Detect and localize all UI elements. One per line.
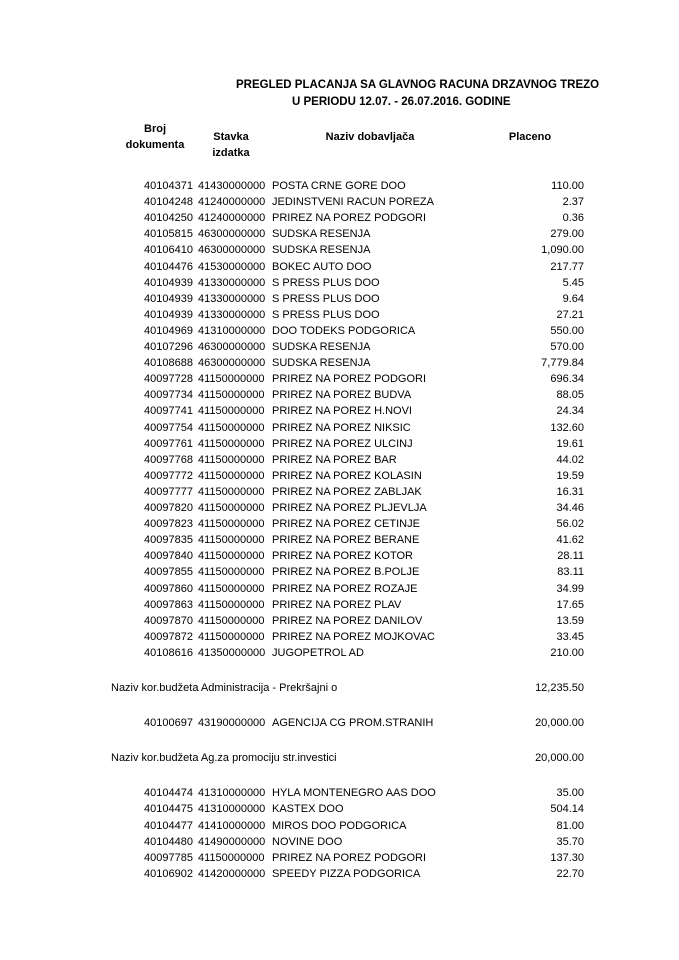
header-item-line1: Stavka [213, 131, 249, 143]
vendor-name: S PRESS PLUS DOO [272, 292, 380, 305]
vendor-name: PRIREZ NA POREZ DANILOV [272, 614, 423, 627]
expense-item: 41150000000 [198, 582, 265, 595]
expense-item: 41150000000 [198, 453, 265, 466]
paid-amount: 22.70 [556, 867, 584, 880]
vendor-name: NOVINE DOO [272, 835, 343, 848]
table-row [0, 801, 679, 817]
expense-item: 41150000000 [198, 485, 265, 498]
paid-amount: 2.37 [562, 196, 584, 209]
table-row [0, 818, 679, 834]
paid-amount: 34.99 [556, 582, 584, 595]
paid-amount: 19.61 [556, 437, 584, 450]
paid-amount: 28.11 [557, 550, 584, 563]
vendor-name: PRIREZ NA POREZ PODGORI [272, 212, 427, 225]
table-row [0, 339, 679, 355]
expense-item: 41490000000 [198, 835, 266, 848]
expense-item: 41150000000 [198, 469, 265, 482]
expense-item: 41150000000 [198, 614, 265, 627]
budget-summary-label: Naziv kor.budžeta Administracija - Prekršajni o [111, 682, 338, 694]
table-row [0, 194, 679, 210]
document-number: 40097872 [144, 630, 193, 643]
paid-amount: 17.65 [556, 598, 584, 611]
document-number: 40097863 [144, 598, 193, 611]
table-row [0, 403, 679, 419]
expense-item: 41150000000 [198, 534, 265, 547]
document-number: 40106410 [144, 244, 193, 257]
table-row [0, 564, 679, 580]
vendor-name: PRIREZ NA POREZ KOTOR [272, 550, 413, 563]
paid-amount: 210.00 [550, 646, 584, 659]
table-row [0, 226, 679, 242]
vendor-name: PRIREZ NA POREZ NIKSIC [272, 421, 411, 434]
paid-amount: 550.00 [550, 324, 584, 337]
document-number: 40097785 [144, 851, 193, 864]
document-number: 40104476 [144, 260, 193, 273]
vendor-name: SPEEDY PIZZA PODGORICA [272, 867, 421, 880]
budget-summary-label: Naziv kor.budžeta Ag.za promociju str.investici [111, 752, 337, 765]
expense-item: 41310000000 [198, 803, 266, 816]
vendor-name: PRIREZ NA POREZ B.POLJE [272, 566, 420, 579]
vendor-name: PRIREZ NA POREZ H.NOVI [272, 405, 412, 418]
document-number: 40097855 [144, 566, 193, 579]
table-row [0, 436, 679, 452]
document-number: 40097777 [144, 485, 193, 498]
document-number: 40100697 [144, 717, 193, 730]
expense-item: 41150000000 [198, 421, 265, 434]
expense-item: 41150000000 [198, 550, 265, 563]
expense-item: 41350000000 [198, 646, 266, 659]
table-row [0, 323, 679, 339]
vendor-name: SUDSKA RESENJA [272, 341, 371, 353]
table-row [0, 785, 679, 801]
expense-item: 41150000000 [198, 437, 265, 450]
document-number: 40097820 [144, 502, 193, 514]
expense-item: 41410000000 [198, 819, 266, 832]
paid-amount: 9.64 [562, 292, 584, 305]
table-row [0, 484, 679, 500]
paid-amount: 35.00 [556, 787, 584, 800]
table-row [0, 500, 679, 516]
expense-item: 41330000000 [198, 276, 266, 289]
document-number: 40097823 [144, 518, 193, 531]
document-number: 40097728 [144, 373, 193, 386]
vendor-name: PRIREZ NA POREZ MOJKOVAC [272, 630, 435, 643]
vendor-name: AGENCIJA CG PROM.STRANIH [272, 717, 434, 730]
paid-amount: 0.36 [562, 212, 584, 225]
document-number: 40097840 [144, 550, 193, 563]
expense-item: 41150000000 [198, 566, 265, 579]
paid-amount: 33.45 [556, 630, 584, 643]
vendor-name: POSTA CRNE GORE DOO [272, 180, 406, 192]
expense-item: 41530000000 [198, 260, 266, 273]
paid-amount: 110.00 [551, 180, 584, 192]
paid-amount: 20,000.00 [535, 717, 584, 730]
expense-item: 41150000000 [198, 598, 265, 611]
paid-amount: 81.00 [556, 819, 584, 832]
table-row [0, 715, 679, 731]
table-row [0, 210, 679, 226]
document-number: 40097741 [144, 405, 193, 418]
paid-amount: 5.45 [562, 276, 584, 289]
paid-amount: 279.00 [550, 228, 584, 241]
document-number: 40104939 [144, 292, 193, 305]
vendor-name: SUDSKA RESENJA [272, 244, 371, 257]
header-vendor: Naziv dobavljača [325, 131, 415, 143]
document-number: 40097754 [144, 421, 193, 434]
vendor-name: PRIREZ NA POREZ KOLASIN [272, 469, 422, 482]
vendor-name: PRIREZ NA POREZ ZABLJAK [272, 485, 422, 498]
paid-amount: 41.62 [556, 534, 584, 547]
document-number: 40097768 [144, 453, 193, 466]
expense-item: 43190000000 [198, 717, 266, 730]
vendor-name: PRIREZ NA POREZ PLJEVLJA [272, 502, 427, 514]
paid-amount: 56.02 [556, 518, 584, 531]
vendor-name: KASTEX DOO [272, 803, 344, 816]
vendor-name: PRIREZ NA POREZ PODGORI [272, 373, 427, 386]
paid-amount: 696.34 [550, 373, 584, 386]
vendor-name: JUGOPETROL AD [272, 646, 364, 659]
budget-summary-row [0, 750, 679, 766]
document-number: 40104248 [144, 196, 193, 209]
table-row [0, 452, 679, 468]
vendor-name: MIROS DOO PODGORICA [272, 819, 407, 832]
table-row [0, 629, 679, 645]
document-number: 40097734 [144, 389, 193, 402]
expense-item: 41330000000 [198, 292, 266, 305]
paid-amount: 34.46 [556, 502, 584, 514]
paid-amount: 88.05 [556, 389, 584, 402]
expense-item: 46300000000 [198, 244, 266, 257]
vendor-name: PRIREZ NA POREZ BERANE [272, 534, 420, 547]
vendor-name: DOO TODEKS PODGORICA [272, 324, 416, 337]
document-number: 40097761 [144, 437, 193, 450]
table-row [0, 259, 679, 275]
document-number: 40104480 [144, 835, 193, 848]
header-document-number [110, 121, 200, 153]
vendor-name: SUDSKA RESENJA [272, 228, 371, 241]
vendor-name: PRIREZ NA POREZ BUDVA [272, 389, 412, 402]
table-row [0, 178, 679, 194]
vendor-name: SUDSKA RESENJA [272, 357, 371, 370]
vendor-name: PRIREZ NA POREZ PLAV [272, 598, 402, 611]
document-number: 40104969 [144, 324, 193, 337]
header-doc-line1: Broj [144, 123, 166, 135]
expense-item: 46300000000 [198, 341, 266, 353]
expense-item: 41150000000 [198, 389, 265, 402]
paid-amount: 504.14 [550, 803, 584, 816]
paid-amount: 132.60 [550, 421, 584, 434]
document-number: 40097835 [144, 534, 193, 547]
paid-amount: 35.70 [556, 835, 584, 848]
paid-amount: 137.30 [550, 851, 584, 864]
table-row [0, 581, 679, 597]
table-row [0, 645, 679, 661]
table-row [0, 532, 679, 548]
vendor-name: PRIREZ NA POREZ ULCINJ [272, 437, 413, 450]
vendor-name: PRIREZ NA POREZ BAR [272, 453, 397, 466]
document-number: 40104250 [144, 212, 193, 225]
document-number: 40097772 [144, 469, 193, 482]
expense-item: 46300000000 [198, 228, 266, 241]
paid-amount: 217.77 [550, 260, 584, 273]
document-number: 40107296 [144, 341, 193, 353]
expense-item: 41150000000 [198, 405, 265, 418]
table-row [0, 850, 679, 866]
document-number: 40097860 [144, 582, 193, 595]
expense-item: 41150000000 [198, 502, 265, 514]
document-number: 40104477 [144, 819, 193, 832]
document-number: 40105815 [144, 228, 193, 241]
paid-amount: 27.21 [556, 308, 584, 321]
expense-item: 41150000000 [198, 373, 265, 386]
expense-item: 41430000000 [198, 180, 266, 192]
table-row [0, 275, 679, 291]
table-row [0, 613, 679, 629]
document-number: 40104475 [144, 803, 193, 816]
document-number: 40106902 [144, 867, 193, 880]
expense-item: 41150000000 [198, 851, 265, 864]
document-number: 40104939 [144, 308, 193, 321]
paid-amount: 1,090.00 [541, 244, 584, 257]
table-row [0, 548, 679, 564]
table-row [0, 387, 679, 403]
report-title: PREGLED PLACANJA SA GLAVNOG RACUNA DRZAVNOG TREZO [236, 79, 600, 91]
paid-amount: 19.59 [556, 469, 584, 482]
expense-item: 41420000000 [198, 867, 266, 880]
table-row [0, 355, 679, 371]
expense-item: 41150000000 [198, 518, 265, 531]
paid-amount: 7,779.84 [541, 357, 584, 370]
vendor-name: PRIREZ NA POREZ CETINJE [272, 518, 420, 531]
document-number: 40097870 [144, 614, 193, 627]
paid-amount: 13.59 [556, 614, 584, 627]
table-row [0, 834, 679, 850]
table-row [0, 516, 679, 532]
paid-amount: 44.02 [556, 453, 584, 466]
header-doc-line2: dokumenta [125, 139, 185, 151]
vendor-name: S PRESS PLUS DOO [272, 276, 380, 289]
header-item-line2: izdatka [212, 147, 250, 159]
budget-summary-amount: 20,000.00 [535, 752, 584, 765]
vendor-name: PRIREZ NA POREZ ROZAJE [272, 582, 418, 595]
expense-item: 46300000000 [198, 357, 266, 370]
expense-item: 41240000000 [198, 212, 266, 225]
table-row [0, 242, 679, 258]
expense-item: 41240000000 [198, 196, 266, 209]
document-number: 40108688 [144, 357, 193, 370]
vendor-name: JEDINSTVENI RACUN POREZA [272, 196, 434, 209]
expense-item: 41310000000 [198, 324, 266, 337]
vendor-name: BOKEC AUTO DOO [272, 260, 372, 273]
paid-amount: 16.31 [556, 485, 584, 498]
paid-amount: 570.00 [550, 341, 584, 353]
table-row [0, 597, 679, 613]
table-row [0, 420, 679, 436]
table-row [0, 307, 679, 323]
paid-amount: 83.11 [557, 566, 584, 579]
document-number: 40104939 [144, 276, 193, 289]
budget-summary-amount: 12,235.50 [535, 682, 584, 694]
table-row [0, 291, 679, 307]
table-row [0, 468, 679, 484]
document-number: 40104474 [144, 787, 193, 800]
vendor-name: PRIREZ NA POREZ PODGORI [272, 851, 427, 864]
expense-item: 41330000000 [198, 308, 266, 321]
header-paid: Placeno [508, 131, 552, 143]
table-row [0, 866, 679, 882]
budget-summary-row [0, 680, 679, 696]
vendor-name: S PRESS PLUS DOO [272, 308, 380, 321]
paid-amount: 24.34 [556, 405, 584, 418]
report-period: U PERIODU 12.07. - 26.07.2016. GODINE [292, 96, 511, 108]
header-expense-item [196, 129, 266, 161]
document-number: 40108616 [144, 646, 193, 659]
vendor-name: HYLA MONTENEGRO AAS DOO [272, 787, 436, 800]
expense-item: 41150000000 [198, 630, 265, 643]
expense-item: 41310000000 [198, 787, 266, 800]
document-number: 40104371 [144, 180, 193, 192]
table-row [0, 371, 679, 387]
